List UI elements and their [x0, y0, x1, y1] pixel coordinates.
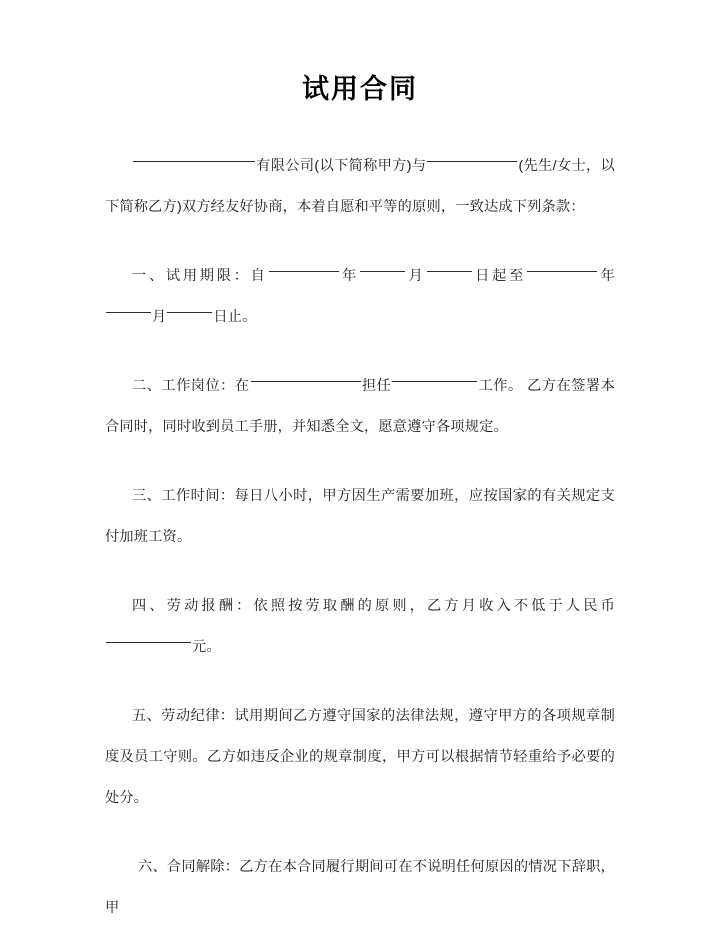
clause-text: 月 — [152, 309, 167, 325]
clause-3 — [105, 476, 615, 558]
clause-text: 五、劳动纪律：试用期间乙方遵守国家的法律法规，遵守甲方的各项规章制度及员工守则。乙方如违反企业的规章制度，甲方可以根据情节轻重给予必要的处分。 — [105, 708, 615, 806]
clause-text: (先生/女士，以下简称乙方)双方经友好协商，本着自愿和平等的原则，一致达成下列条款： — [105, 158, 615, 215]
clause-1 — [105, 256, 615, 338]
fill-in-blank[interactable] — [360, 256, 405, 272]
fill-in-blank[interactable] — [106, 627, 191, 643]
fill-in-blank[interactable] — [106, 297, 151, 313]
fill-in-blank[interactable] — [392, 366, 477, 382]
contract-body — [105, 146, 615, 929]
clause-text: 月 — [406, 268, 426, 284]
preamble-paragraph — [105, 146, 615, 228]
clause-5 — [105, 696, 615, 819]
clause-text: 日起至 — [472, 268, 527, 284]
clause-text: 二、工作岗位：在 — [132, 378, 250, 394]
clause-2 — [105, 366, 615, 448]
page-title: 试用合同 — [302, 74, 418, 104]
clause-text: 有限公司(以下简称甲方)与 — [256, 158, 427, 174]
fill-in-blank[interactable] — [427, 146, 517, 162]
clause-6 — [105, 847, 615, 929]
clause-text: 担任 — [361, 378, 392, 394]
fill-in-blank[interactable] — [427, 256, 472, 272]
clause-text: 四、劳动报酬：依照按劳取酬的原则，乙方月收入不低于人民币 — [132, 598, 615, 614]
fill-in-blank[interactable] — [527, 256, 597, 272]
clause-text: 一、试用期限：自 — [132, 268, 268, 284]
clause-text: 年 — [339, 268, 360, 284]
clause-text: 年 — [598, 268, 615, 284]
clause-text: 六、合同解除：乙方在本合同履行期间可在不说明任何原因的情况下辞职，甲 — [105, 859, 615, 916]
clause-text: 元。 — [192, 639, 221, 655]
fill-in-blank[interactable] — [251, 366, 361, 382]
fill-in-blank[interactable] — [133, 146, 255, 162]
fill-in-blank[interactable] — [167, 297, 212, 313]
clause-4 — [105, 586, 615, 668]
clause-text: 三、工作时间：每日八小时，甲方因生产需要加班，应按国家的有关规定支付加班工资。 — [105, 488, 615, 545]
clause-text: 日止。 — [213, 309, 257, 325]
clause-text: 工作。 乙方在签署本合同时，同时收到员工手册，并知悉全文，愿意遵守各项规定。 — [105, 378, 615, 435]
fill-in-blank[interactable] — [269, 256, 339, 272]
